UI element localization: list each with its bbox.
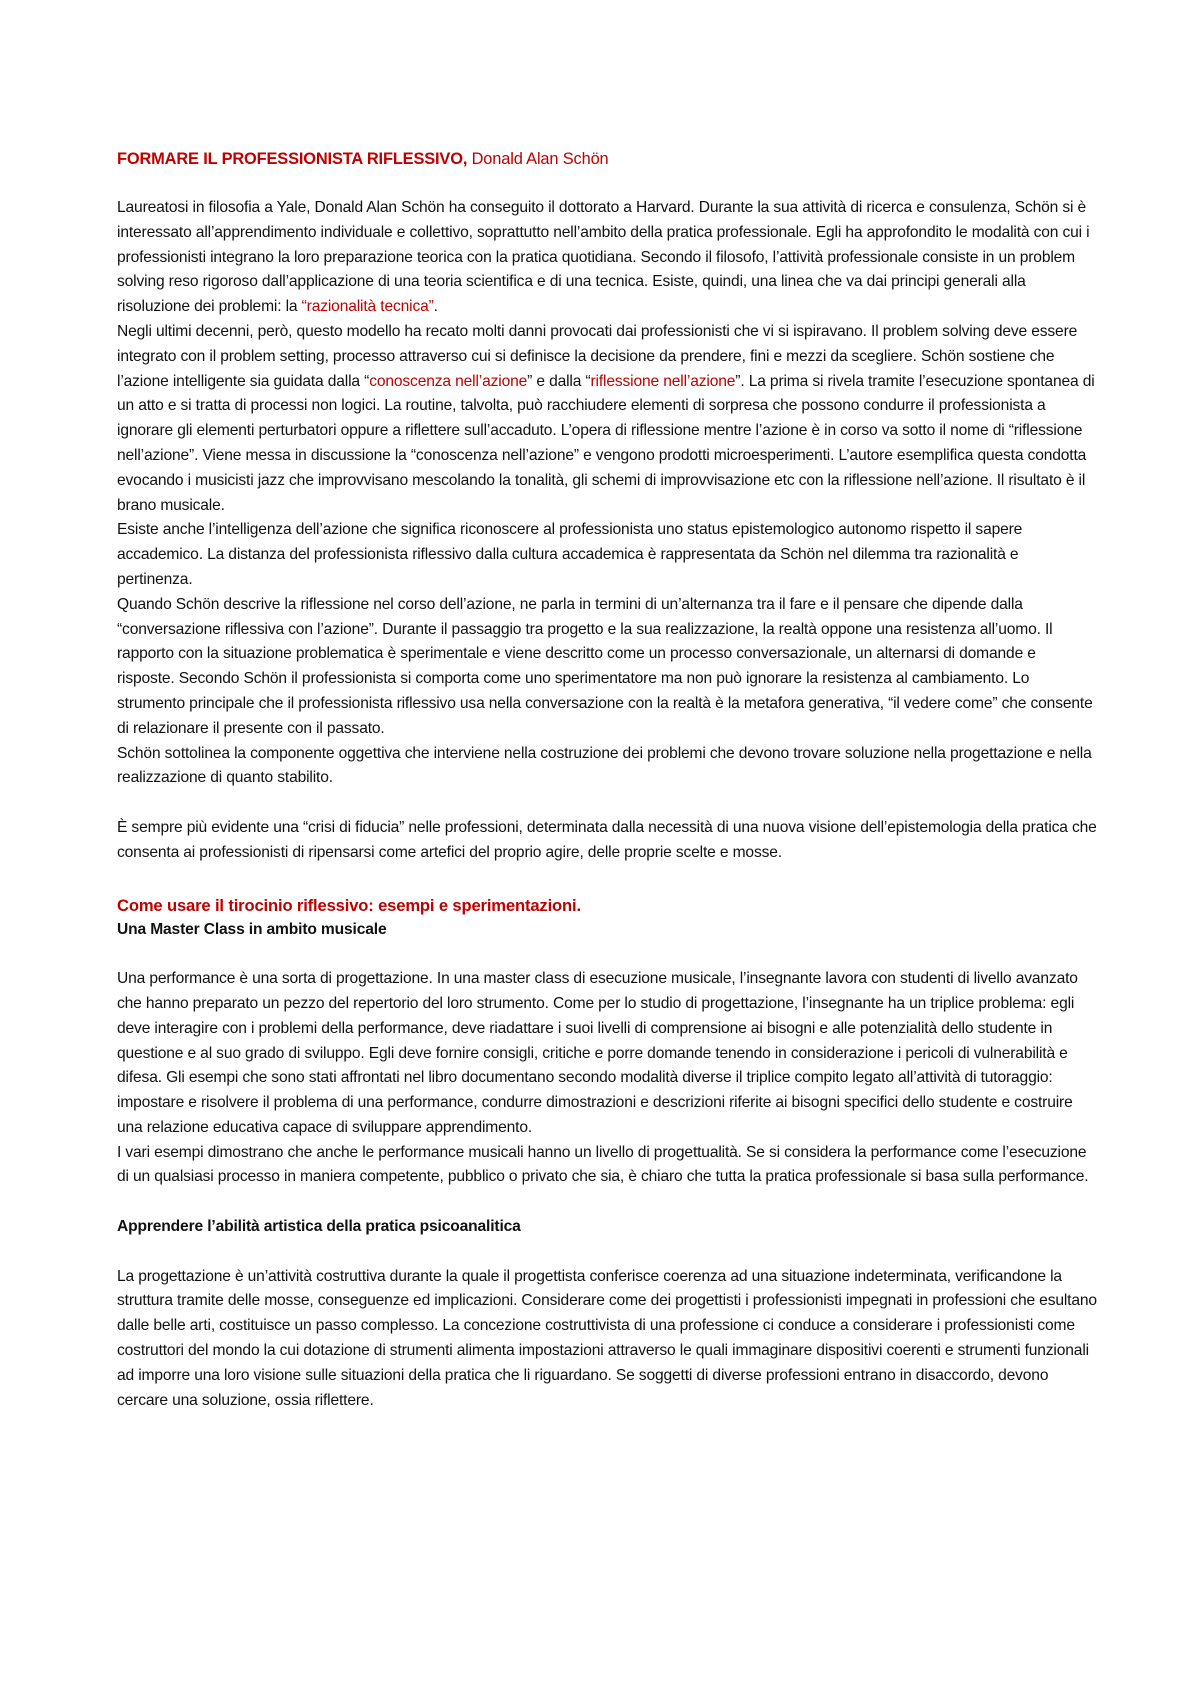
paragraph: Una performance è una sorta di progettazione. In una master class di esecuzione musicale, l’insegnante lavora con studenti di livello avanzato che hanno preparato un pezzo del repertorio del loro strumento. Come per lo studio di progettazione, l’insegnante ha un triplice problema: egli deve interagire con i problemi della performance, deve riadattare i suoi livelli di comprensione ai bisogni e alle potenzialità dello studente in questione e al suo grado di sviluppo. Egli deve fornire consigli, critiche e porre domande tenendo in considerazione i pericoli di vulnerabilità e difesa. Gli esempi che sono stati affrontati nel libro documentano secondo modalità diverse il triplice compito legato all’attività di tutoraggio: impostare e risolvere il problema di una performance, condurre dimostrazioni e descrizioni riferite ai bisogni specifici dello studente e costruire una relazione educativa capace di sviluppare apprendimento. xyxy=(117,970,1078,1136)
paragraph-text: Negli ultimi decenni, però, questo modello ha recato molti danni provocati dai professionisti che vi si ispiravano. Il problem solving deve essere integrato con il problem setting, processo attraverso cui si definisce la decisione da prendere, fini e mezzi da scegliere. Schön sostiene che l’azione intelligente sia guidata dalla “ xyxy=(117,322,1078,390)
paragraph: Quando Schön descrive la riflessione nel corso dell’azione, ne parla in termini di un’alternanza tra il fare e il pensare che dipende dalla “conversazione riflessiva con l’azione”. Durante il passaggio tra progetto e la sua realizzazione, la realtà oppone una resistenza all’uomo. Il rapporto con la situazione problematica è sperimentale e viene descritto come un processo conversazionale, un alternarsi di domande e risposte. Secondo Schön il professionista si comporta come uno sperimentatore ma non può ignorare la resistenza al cambiamento. Lo strumento principale che il professionista riflessivo usa nella conversazione con la realtà è la metafora generativa, “il vedere come” che consente di relazionare il presente con il passato. xyxy=(117,595,1093,737)
paragraph: È sempre più evidente una “crisi di fiducia” nelle professioni, determinata dalla necessità di una nuova visione dell’epistemologia della pratica che consenta ai professionisti di ripensarsi come artefici del proprio agire, delle proprie scelte e mosse. xyxy=(117,818,1097,861)
subsection-heading: Una Master Class in ambito musicale xyxy=(117,920,387,938)
paragraph-text: ”. La prima si rivela tramite l’esecuzione spontanea di un atto e si tratta di processi non logici. La routine, talvolta, può racchiudere elementi di sorpresa che possono condurre il professionista a ignorare gli elementi perturbatori oppure a riflettere sull’accaduto. L’opera di riflessione mentre l’azione è in corso va sotto il nome di “riflessione nell’azione”. Viene messa in discussione la “conoscenza nell’azione” e vengono prodotti microesperimenti. L’autore esemplifica questa condotta evocando i musicisti jazz che improvvisano mescolando la tonalità, gli schemi di improvvisazione etc con la riflessione nell’azione. Il risultato è il brano musicale. xyxy=(117,372,1095,514)
title-author: Donald Alan Schön xyxy=(467,150,609,168)
section-heading: Come usare il tirocinio riflessivo: esempi e sperimentazioni. xyxy=(117,895,581,915)
title-main: FORMARE IL PROFESSIONISTA RIFLESSIVO, xyxy=(117,150,468,168)
paragraph: La progettazione è un’attività costruttiva durante la quale il progettista conferisce coerenza ad una situazione indeterminata, verificandone la struttura tramite delle mosse, conseguenze ed implicazioni. Considerare come dei progettisti i professionisti impegnati in professioni che esultano dalle belle arti, costituisce un passo complesso. La concezione costruttivista di una professione ci conduce a considerare i professionisti come costruttori del mondo la cui dotazione di strumenti alimenta impostazioni attraverso le quali immaginare dispositivi coerenti e strumenti funzionali ad imporre una loro visione sulle situazioni della pratica che li riguardano. Se soggetti di diverse professioni entrano in disaccordo, devono cercare una soluzione, ossia riflettere. xyxy=(117,1267,1097,1409)
intro-block xyxy=(117,196,1097,866)
highlight-term: riflessione nell’azione xyxy=(590,372,736,390)
paragraph-text: . xyxy=(433,298,438,316)
document-title xyxy=(117,146,1097,172)
paragraph-text: ” e dalla “ xyxy=(527,372,591,390)
paragraph: I vari esempi dimostrano che anche le performance musicali hanno un livello di progettualità. Se si considera la performance come l’esecuzione di un qualsiasi processo in maniera competente, pubblico o privato che sia, è chiaro che tutta la pratica professionale si basa sulla performance. xyxy=(117,1143,1089,1186)
paragraph-text: Laureatosi in filosofia a Yale, Donald Alan Schön ha conseguito il dottorato a Harvard. Durante la sua attività di ricerca e consulenza, Schön si è interessato all’apprendimento individuale e collettivo, soprattutto nell’ambito della pratica professionale. Egli ha approfondito le modalità con cui i professionisti integrano la loro preparazione teorica con la pratica quotidiana. Secondo il filosofo, l’attività professionale consiste in un problem solving reso rigoroso dall’applicazione di una teoria scientifica e di una tecnica. Esiste, quindi, una linea che va dai principi generali alla risoluzione dei problemi: la xyxy=(117,199,1090,316)
subsection-heading: Apprendere l’abilità artistica della pratica psicoanalitica xyxy=(117,1218,521,1236)
highlight-term: conoscenza nell’azione xyxy=(369,372,528,390)
document-page xyxy=(117,146,1097,1413)
paragraph-spacer xyxy=(117,791,1097,816)
paragraph: Esiste anche l’intelligenza dell’azione che significa riconoscere al professionista uno status epistemologico autonomo rispetto il sapere accademico. La distanza del professionista riflessivo dalla cultura accademica è rappresentata da Schön nel dilemma tra razionalità e pertinenza. xyxy=(117,521,1023,588)
paragraph xyxy=(117,320,1097,518)
paragraph: Schön sottolinea la componente oggettiva che interviene nella costruzione dei problemi che devono trovare soluzione nella progettazione e nella realizzazione di quanto stabilito. xyxy=(117,744,1092,787)
paragraph xyxy=(117,196,1097,320)
section-spacer xyxy=(117,866,1097,893)
paragraph-spacer xyxy=(117,1190,1097,1215)
highlight-term: “razionalità tecnica” xyxy=(301,298,434,316)
